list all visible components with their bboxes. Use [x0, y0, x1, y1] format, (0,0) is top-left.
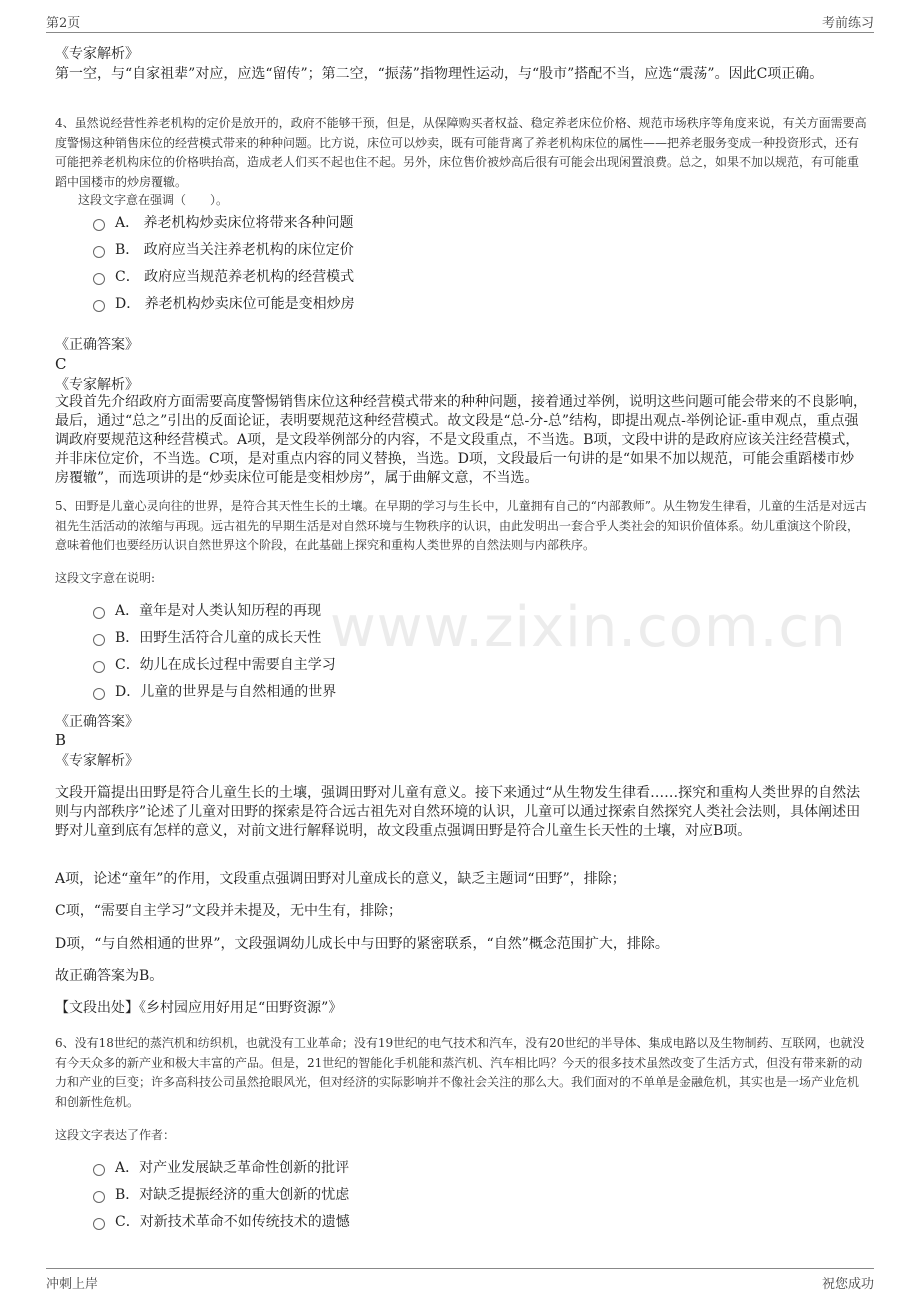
q5-analysis-text: 文段开篇提出田野是符合儿童生长的土壤，强调田野对儿童有意义。接下来通过“从生物发生律看……探究和重构人类世界的自然法则与内部秩序”论述了儿童对田野的探索是符合远古祖先对自然环境的认识，儿童可以通过探索自然探究人类社会法则，具体阐述田野对儿童到底有怎样的意义，对前文进行解释说明，故文段重点强调田野是符合儿童生长天性的土壤，对应B项。 [55, 785, 861, 839]
radio-icon[interactable] [93, 219, 105, 231]
question-4-stem: 这段文字意在强调（ ）。 [78, 193, 229, 207]
radio-icon[interactable] [93, 1164, 105, 1176]
page-header [46, 10, 874, 33]
q4-option-a[interactable]: A． 养老机构炒卖床位将带来各种问题 [93, 213, 354, 233]
q5-note-a: A项，论述“童年”的作用，文段重点强调田野对儿童成长的意义，缺乏主题词“田野”，排除； [55, 871, 626, 887]
q5-note-c: C项，“需要自主学习”文段并未提及，无中生有，排除； [55, 903, 403, 919]
radio-icon[interactable] [93, 634, 105, 646]
q6-option-c[interactable]: C．对新技术革命不如传统技术的遗憾 [93, 1212, 350, 1232]
header-title: 考前练习 [821, 16, 874, 31]
footer-left: 冲刺上岸 [46, 1277, 99, 1292]
q5-option-c[interactable]: C．幼儿在成长过程中需要自主学习 [93, 655, 336, 675]
question-6-passage: 6、没有18世纪的蒸汽机和纺织机，也就没有工业革命；没有19世纪的电气技术和汽车，没有20世纪的半导体、集成电路以及生物制药、互联网，也就没有今天众多的新产业和极大丰富的产品。但是，21世纪的智能化手机能和蒸汽机、汽车相比吗？今天的很多技术虽然改变了生活方式，但没有带来新的动力和产业的巨变；许多高科技公司虽然抢眼风光，但对经济的实际影响并不像社会关注的那么大。我们面对的不单单是金融危机，其实也是一场产业危机和创新性危机。 [55, 1036, 865, 1109]
q4-answer: C [55, 355, 67, 373]
q5-note-d: D项，“与自然相通的世界”，文段强调幼儿成长中与田野的紧密联系，“自然”概念范围扩大，排除。 [55, 936, 669, 952]
question-5-passage: 5、田野是儿童心灵向往的世界，是符合其天性生长的土壤。在早期的学习与生长中，儿童拥有自己的“内部教师”。从生物发生律看，儿童的生活是对远古祖先生活活动的浓缩与再现。远古祖先的早期生活是对自然环境与生物秩序的认识，由此发明出一套合乎人类社会的知识价值体系。幼儿重演这个阶段，意味着他们也要经历认识自然世界这个阶段，在此基础上探究和重构人类世界的自然法则与内部秩序。 [55, 499, 867, 552]
q5-source: 【文段出处】《乡村园应用好用足“田野资源”》 [55, 1000, 343, 1016]
q5-option-a[interactable]: A．童年是对人类认知历程的再现 [93, 601, 321, 621]
radio-icon[interactable] [93, 688, 105, 700]
q4-option-d[interactable]: D． 养老机构炒卖床位可能是变相炒房 [93, 294, 355, 314]
q5-option-d[interactable]: D．儿童的世界是与自然相通的世界 [93, 682, 336, 702]
expert-analysis-text: 第一空，与“自家祖辈”对应，应选“留传”；第二空，“振荡”指物理性运动，与“股市”搭配不当，应选“震荡”。因此C项正确。 [55, 66, 824, 82]
q6-option-a[interactable]: A．对产业发展缺乏革命性创新的批评 [93, 1158, 349, 1178]
q4-answer-label: 《正确答案》 [55, 337, 139, 353]
page-footer [46, 1268, 874, 1293]
question-5-stem: 这段文字意在说明: [55, 571, 156, 585]
radio-icon[interactable] [93, 246, 105, 258]
question-6-stem: 这段文字表达了作者： [55, 1128, 176, 1142]
q4-analysis-text: 文段首先介绍政府方面需要高度警惕销售床位这种经营模式带来的种种问题，接着通过举例，说明这些问题可能会带来的不良影响，最后，通过“总之”引出的反面论证，表明要规范这种经营模式。故文段是“总-分-总”结构，即提出观点-举例论证-重申观点，重点强调政府要规范这种经营模式。A项，是文段举例部分的内容，不是文段重点，不当选。B项，文段中讲的是政府应该关注经营模式，并非床位定价，不当选。C项，是对重点内容的同义替换，当选。D项，文段最后一句讲的是“如果不加以规范，可能会重蹈楼市炒房覆辙”，而选项讲的是“炒卖床位可能是变相炒房”，属于曲解文意，不当选。 [55, 394, 867, 486]
radio-icon[interactable] [93, 273, 105, 285]
q5-answer-label: 《正确答案》 [55, 714, 139, 730]
q5-conclusion: 故正确答案为B。 [55, 968, 164, 984]
radio-icon[interactable] [93, 1218, 105, 1230]
footer-right: 祝您成功 [821, 1277, 874, 1292]
q5-analysis-label: 《专家解析》 [55, 753, 139, 769]
q4-option-b[interactable]: B． 政府应当关注养老机构的床位定价 [93, 240, 354, 260]
q6-option-b[interactable]: B．对缺乏提振经济的重大创新的忧虑 [93, 1185, 349, 1205]
radio-icon[interactable] [93, 1191, 105, 1203]
question-4-passage: 4、虽然说经营性养老机构的定价是放开的，政府不能够干预，但是，从保障购买者权益、稳定养老床位价格、规范市场秩序等角度来说，有关方面需要高度警惕这种销售床位的经营模式带来的种种问题。比方说，床位可以炒卖，既有可能背离了养老机构床位的属性——把养老服务变成一种投资形式，还有可能把养老机构床位的价格哄抬高，造成老人们买不起也住不起。另外，床位售价被炒高后很有可能会出现闲置浪费。总之，如果不加以规范，有可能重蹈中国楼市的炒房覆辙。 [55, 116, 867, 189]
q5-option-b[interactable]: B．田野生活符合儿童的成长天性 [93, 628, 321, 648]
radio-icon[interactable] [93, 661, 105, 673]
q5-answer: B [55, 731, 67, 749]
page-number: 第2页 [46, 16, 81, 31]
q4-option-c[interactable]: C． 政府应当规范养老机构的经营模式 [93, 267, 354, 287]
q4-analysis-label: 《专家解析》 [55, 377, 139, 393]
expert-analysis-label: 《专家解析》 [55, 46, 139, 62]
watermark: www.zixin.com.cn [330, 595, 847, 660]
radio-icon[interactable] [93, 607, 105, 619]
radio-icon[interactable] [93, 300, 105, 312]
